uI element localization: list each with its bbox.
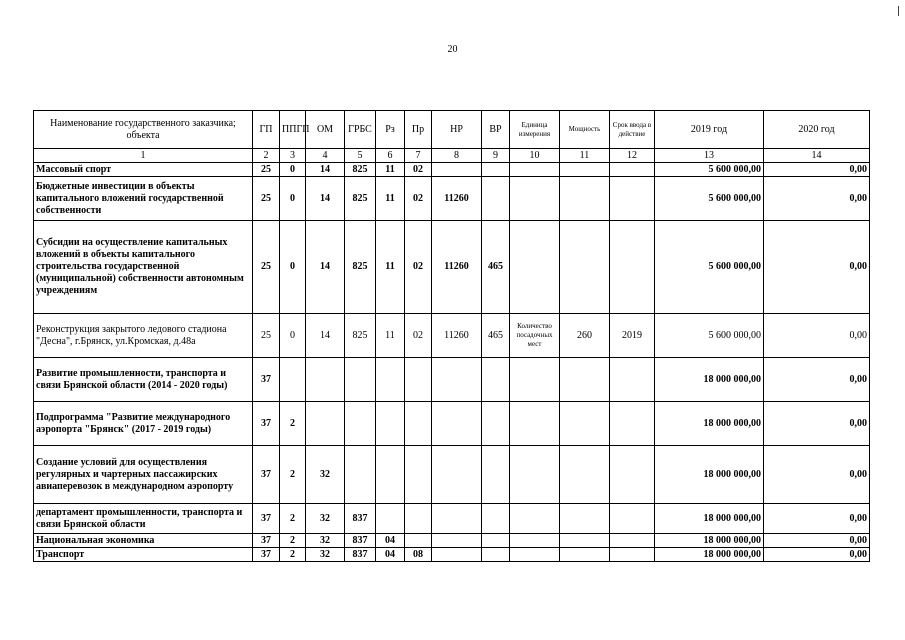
code-cell: 04 [376,548,405,562]
row-name-cell: Развитие промышленности, транспорта и связи Брянской области (2014 - 2020 годы) [34,358,253,402]
code-cell [432,163,482,177]
code-cell: 825 [345,177,376,221]
code-cell: 2 [280,534,306,548]
column-number-cell: 14 [764,149,870,163]
code-cell [610,534,655,548]
code-cell: 0 [280,314,306,358]
code-cell [482,163,510,177]
code-cell: 11260 [432,221,482,314]
column-number-cell: 3 [280,149,306,163]
code-cell [306,358,345,402]
code-cell: 02 [405,221,432,314]
header-cell: Мощность [560,111,610,149]
amount-cell: 5 600 000,00 [655,163,764,177]
code-cell [376,358,405,402]
code-cell [560,177,610,221]
code-cell: 32 [306,548,345,562]
header-cell: Пр [405,111,432,149]
row-name-cell: Субсидии на осуществление капитальных вложений в объекты капитального строительства государственной (муниципальной) собственности автономным учреждениям [34,221,253,314]
code-cell: 11260 [432,314,482,358]
column-number-cell: 8 [432,149,482,163]
row-name-cell: Реконструкция закрытого ледового стадиона "Десна", г.Брянск, ул.Кромская, д.48а [34,314,253,358]
column-number-cell: 4 [306,149,345,163]
amount-cell: 0,00 [764,534,870,548]
code-cell: 37 [253,402,280,446]
code-cell [560,221,610,314]
code-cell [432,358,482,402]
code-cell: 2019 [610,314,655,358]
table-row [34,358,870,402]
row-name-cell: Массовый спорт [34,163,253,177]
code-cell: 11 [376,314,405,358]
code-cell [510,402,560,446]
amount-cell: 0,00 [764,358,870,402]
code-cell [510,221,560,314]
header-cell: Наименование государственного заказчика; объекта [34,111,253,149]
header-cell: ГП [253,111,280,149]
header-cell: ОМ [306,111,345,149]
table-row [34,504,870,534]
amount-cell: 0,00 [764,163,870,177]
code-cell [280,358,306,402]
code-cell: 0 [280,163,306,177]
table-row [34,548,870,562]
table-row [34,177,870,221]
amount-cell: 18 000 000,00 [655,534,764,548]
code-cell [482,446,510,504]
row-name-cell: Национальная экономика [34,534,253,548]
code-cell: 37 [253,504,280,534]
code-cell [345,446,376,504]
code-cell [405,534,432,548]
code-cell: 25 [253,177,280,221]
budget-table [33,110,870,562]
code-cell [610,504,655,534]
table-row [34,314,870,358]
code-cell [560,402,610,446]
code-cell [482,504,510,534]
code-cell: 25 [253,221,280,314]
table-row [34,534,870,548]
amount-cell: 0,00 [764,548,870,562]
code-cell [510,534,560,548]
code-cell: 825 [345,314,376,358]
table-row [34,402,870,446]
header-cell: 2020 год [764,111,870,149]
header-cell: Срок ввода в действие [610,111,655,149]
amount-cell: 18 000 000,00 [655,446,764,504]
code-cell [610,177,655,221]
table-row [34,446,870,504]
code-cell: Количество посадочных мест [510,314,560,358]
code-cell: 837 [345,534,376,548]
code-cell [405,402,432,446]
column-number-cell: 11 [560,149,610,163]
column-number-cell: 2 [253,149,280,163]
code-cell [610,402,655,446]
header-cell: Единица измерения [510,111,560,149]
code-cell [405,446,432,504]
column-number-cell: 6 [376,149,405,163]
code-cell [482,402,510,446]
code-cell [376,504,405,534]
code-cell [610,446,655,504]
code-cell: 825 [345,163,376,177]
code-cell [405,358,432,402]
amount-cell: 0,00 [764,221,870,314]
amount-cell: 18 000 000,00 [655,504,764,534]
code-cell: 837 [345,548,376,562]
code-cell: 25 [253,163,280,177]
table-body [34,149,870,562]
code-cell [482,534,510,548]
code-cell: 0 [280,221,306,314]
code-cell: 32 [306,534,345,548]
row-name-cell: Создание условий для осуществления регулярных и чартерных пассажирских авиаперевозок в международном аэропорту [34,446,253,504]
column-number-row [34,149,870,163]
code-cell [482,548,510,562]
code-cell: 14 [306,177,345,221]
column-number-cell: 13 [655,149,764,163]
code-cell [560,534,610,548]
page-number: 20 [447,44,458,55]
column-number-cell: 10 [510,149,560,163]
code-cell: 14 [306,221,345,314]
code-cell: 37 [253,548,280,562]
column-number-cell: 7 [405,149,432,163]
amount-cell: 0,00 [764,314,870,358]
column-number-cell: 1 [34,149,253,163]
code-cell: 837 [345,504,376,534]
code-cell: 465 [482,314,510,358]
code-cell [345,358,376,402]
code-cell: 32 [306,446,345,504]
row-name-cell: Бюджетные инвестиции в объекты капитального вложений государственной собственности [34,177,253,221]
code-cell: 02 [405,163,432,177]
table-row [34,163,870,177]
row-name-cell: Подпрограмма "Развитие международного аэропорта "Брянск" (2017 - 2019 годы) [34,402,253,446]
corner-mark [898,6,899,16]
code-cell [482,358,510,402]
row-name-cell: департамент промышленности, транспорта и связи Брянской области [34,504,253,534]
code-cell [510,446,560,504]
code-cell: 11 [376,177,405,221]
code-cell: 11 [376,221,405,314]
code-cell: 2 [280,446,306,504]
amount-cell: 18 000 000,00 [655,358,764,402]
amount-cell: 0,00 [764,446,870,504]
code-cell [560,446,610,504]
code-cell [510,177,560,221]
code-cell: 25 [253,314,280,358]
column-number-cell: 9 [482,149,510,163]
code-cell [510,358,560,402]
code-cell: 14 [306,163,345,177]
row-name-cell: Транспорт [34,548,253,562]
code-cell: 2 [280,402,306,446]
header-cell: Рз [376,111,405,149]
code-cell [376,446,405,504]
code-cell: 14 [306,314,345,358]
amount-cell: 18 000 000,00 [655,548,764,562]
code-cell [432,402,482,446]
code-cell [560,548,610,562]
amount-cell: 18 000 000,00 [655,402,764,446]
code-cell [405,504,432,534]
column-number-cell: 12 [610,149,655,163]
code-cell: 04 [376,534,405,548]
code-cell: 11 [376,163,405,177]
code-cell [610,163,655,177]
code-cell [306,402,345,446]
amount-cell: 0,00 [764,402,870,446]
code-cell: 2 [280,504,306,534]
code-cell: 0 [280,177,306,221]
code-cell: 37 [253,358,280,402]
amount-cell: 5 600 000,00 [655,314,764,358]
code-cell: 11260 [432,177,482,221]
table-row [34,221,870,314]
header-cell: НР [432,111,482,149]
header-row [34,111,870,149]
code-cell: 465 [482,221,510,314]
code-cell [610,221,655,314]
code-cell [376,402,405,446]
code-cell [560,358,610,402]
code-cell: 02 [405,314,432,358]
amount-cell: 5 600 000,00 [655,177,764,221]
amount-cell: 0,00 [764,504,870,534]
code-cell [432,548,482,562]
code-cell [510,163,560,177]
code-cell: 37 [253,446,280,504]
code-cell: 32 [306,504,345,534]
code-cell [432,504,482,534]
code-cell [345,402,376,446]
code-cell: 825 [345,221,376,314]
amount-cell: 5 600 000,00 [655,221,764,314]
code-cell [560,163,610,177]
code-cell [482,177,510,221]
header-cell: ППГП [280,111,306,149]
header-cell: 2019 год [655,111,764,149]
amount-cell: 0,00 [764,177,870,221]
code-cell [510,504,560,534]
code-cell [610,358,655,402]
code-cell [510,548,560,562]
code-cell: 02 [405,177,432,221]
code-cell [432,534,482,548]
header-cell: ВР [482,111,510,149]
code-cell: 2 [280,548,306,562]
code-cell [560,504,610,534]
code-cell [432,446,482,504]
header-cell: ГРБС [345,111,376,149]
code-cell: 08 [405,548,432,562]
column-number-cell: 5 [345,149,376,163]
code-cell [610,548,655,562]
code-cell: 37 [253,534,280,548]
code-cell: 260 [560,314,610,358]
